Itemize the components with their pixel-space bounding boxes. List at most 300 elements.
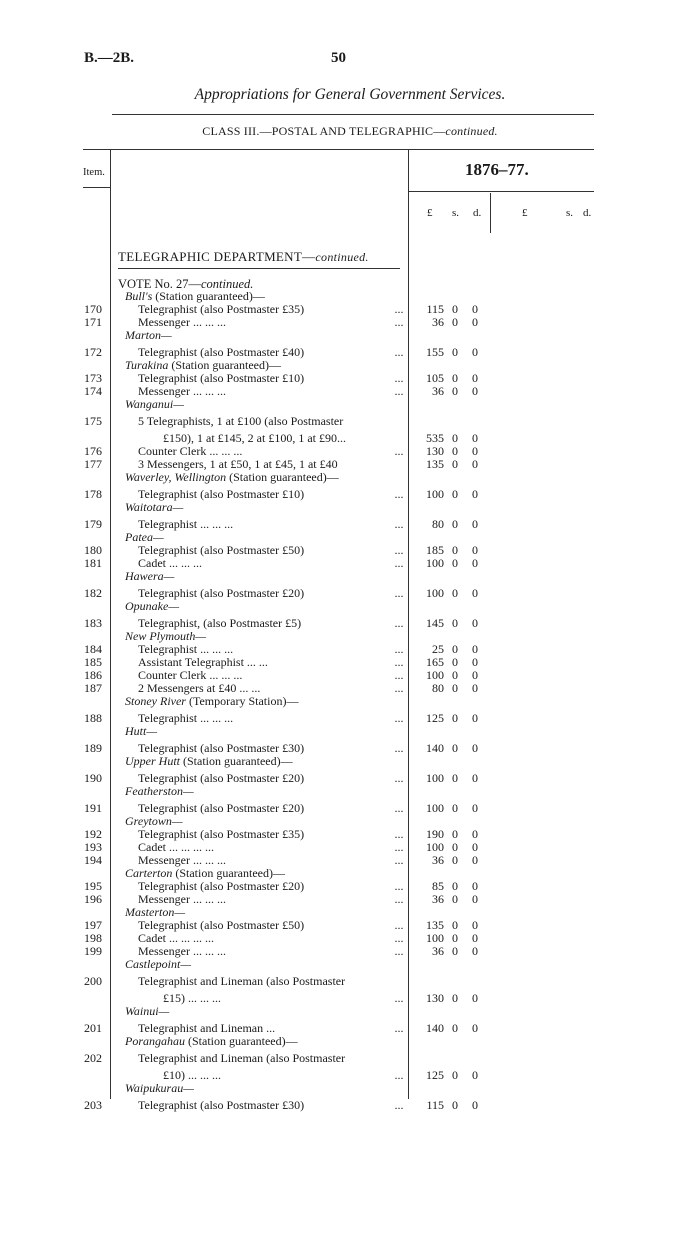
amount-pounds: 100 [426,801,444,815]
station-heading [0,531,700,544]
amount-pence: 0 [472,840,478,854]
station-name-text: Greytown— [125,814,183,828]
amount-pounds: 100 [426,840,444,854]
item-number: 200 [84,974,102,988]
station-name-text: Masterton— [125,905,185,919]
amount-pounds: 85 [432,879,444,893]
station-name [125,471,339,484]
amount-pounds: 115 [426,302,444,316]
table-row [0,841,700,854]
item-number: 184 [84,642,102,656]
table-row [0,1022,700,1035]
table-row [0,1099,700,1112]
leader-dots: ... [394,931,404,945]
table-row [0,992,700,1005]
item-description: Messenger ... ... ... [138,944,226,958]
station-name-text: Carterton [125,866,173,880]
leader-dots: ... [394,771,404,785]
station-name [125,329,172,342]
station-heading [0,600,700,613]
amount-shillings: 0 [452,944,458,958]
station-heading [0,329,700,342]
amount-pence: 0 [472,1098,478,1112]
item-number: 191 [84,801,102,815]
amount-shillings: 0 [452,371,458,385]
pence-header-2: d. [583,207,592,219]
leader-dots: ... [394,892,404,906]
leader-dots: ... [394,302,404,316]
leader-dots: ... [394,642,404,656]
leader-dots: ... [394,668,404,682]
amount-pence: 0 [472,1068,478,1082]
item-description: Telegraphist (also Postmaster £20) [138,771,305,785]
item-description: Telegraphist (also Postmaster £20) [138,879,305,893]
amount-shillings: 0 [452,345,458,359]
station-name-text: Turakina [125,358,169,372]
station-heading [0,1082,700,1095]
amount-pounds: 36 [432,944,444,958]
item-number: 188 [84,711,102,725]
amount-pence: 0 [472,801,478,815]
amount-pence: 0 [472,642,478,656]
item-description: Telegraphist (also Postmaster £10) [138,487,305,501]
item-description: Messenger ... ... ... [138,315,226,329]
item-number: 194 [84,853,102,867]
amount-pounds: 130 [426,991,444,1005]
amount-shillings: 0 [452,431,458,445]
amount-pounds: 125 [426,711,444,725]
amount-pence: 0 [472,668,478,682]
table-row [0,346,700,359]
pounds-header-2: £ [522,207,528,219]
leader-dots: ... [394,991,404,1005]
department-heading-continued: continued. [315,250,369,264]
appropriation-rows [0,290,700,1112]
document-title: Appropriations for General Government Services. [194,86,506,103]
item-description: Telegraphist (also Postmaster £20) [138,801,305,815]
amount-shillings: 0 [452,444,458,458]
item-number: 197 [84,918,102,932]
amount-pounds: 535 [426,431,444,445]
amount-shillings: 0 [452,668,458,682]
item-description: Telegraphist (also Postmaster £10) [138,371,305,385]
item-description: Telegraphist (also Postmaster £30) [138,741,305,755]
item-description: Messenger ... ... ... [138,384,226,398]
table-row [0,1052,700,1065]
leader-dots: ... [394,853,404,867]
station-name [125,600,179,613]
department-rule [118,268,400,269]
amount-pounds: 140 [426,741,444,755]
amount-shillings: 0 [452,681,458,695]
table-row [0,828,700,841]
table-row [0,385,700,398]
amount-shillings: 0 [452,879,458,893]
item-number: 193 [84,840,102,854]
leader-dots: ... [394,586,404,600]
item-number: 182 [84,586,102,600]
item-description: Telegraphist (also Postmaster £50) [138,918,305,932]
amount-shillings: 0 [452,315,458,329]
amount-pounds: 125 [426,1068,444,1082]
class-heading-main: CLASS III.—POSTAL AND TELEGRAPHIC— [202,124,446,138]
amount-pounds: 100 [426,487,444,501]
table-row [0,303,700,316]
amount-pounds: 115 [426,1098,444,1112]
table-row [0,880,700,893]
amount-pence: 0 [472,827,478,841]
station-name-text: Waitotara— [125,500,184,514]
amount-shillings: 0 [452,302,458,316]
station-name-suffix: (Station guaranteed)— [185,1034,298,1048]
amount-shillings: 0 [452,517,458,531]
item-number: 192 [84,827,102,841]
station-name-text: Hawera— [125,569,175,583]
station-name-text: Waverley, Wellington [125,470,227,484]
table-row [0,656,700,669]
leader-dots: ... [394,517,404,531]
table-row [0,802,700,815]
station-heading [0,290,700,303]
table-row [0,772,700,785]
amount-pounds: 36 [432,315,444,329]
table-top-rule [83,149,594,150]
item-description: Cadet ... ... ... [138,556,202,570]
item-description: Telegraphist (also Postmaster £35) [138,302,305,316]
year-column-header: 1876–77. [465,160,529,179]
leader-dots: ... [394,315,404,329]
station-name-text: Opunake— [125,599,179,613]
amount-shillings: 0 [452,771,458,785]
item-number: 170 [84,302,102,316]
amount-pence: 0 [472,741,478,755]
station-heading [0,570,700,583]
department-heading [118,249,369,265]
station-name [125,785,194,798]
table-row [0,1069,700,1082]
table-row [0,445,700,458]
pounds-column-rule [490,193,491,233]
leader-dots: ... [394,655,404,669]
station-name-text: Porangahau [125,1034,185,1048]
class-heading-continued: continued. [445,124,498,138]
amount-pounds: 140 [426,1021,444,1035]
item-description: £150), 1 at £145, 2 at £100, 1 at £90... [163,431,346,445]
amount-shillings: 0 [452,616,458,630]
item-description: Telegraphist and Lineman (also Postmaster [138,1051,346,1065]
leader-dots: ... [394,444,404,458]
table-row [0,617,700,630]
station-heading [0,359,700,372]
station-name [125,1082,194,1095]
item-description: Telegraphist and Lineman (also Postmaster [138,974,346,988]
leader-dots: ... [394,711,404,725]
amount-shillings: 0 [452,918,458,932]
item-description: Telegraphist, (also Postmaster £5) [138,616,302,630]
department-heading-main: TELEGRAPHIC DEPARTMENT— [118,249,316,264]
station-heading [0,755,700,768]
station-name-text: Castlepoint— [125,957,192,971]
year-under-rule [408,191,594,192]
amount-pence: 0 [472,681,478,695]
leader-dots: ... [394,681,404,695]
amount-shillings: 0 [452,642,458,656]
leader-dots: ... [394,1021,404,1035]
table-row [0,518,700,531]
table-row [0,432,700,445]
amount-pence: 0 [472,302,478,316]
item-number: 181 [84,556,102,570]
class-heading [0,124,700,139]
amount-pounds: 100 [426,556,444,570]
amount-shillings: 0 [452,711,458,725]
station-name [125,1035,298,1048]
station-heading [0,630,700,643]
table-row [0,557,700,570]
leader-dots: ... [394,371,404,385]
item-description: Assistant Telegraphist ... ... [138,655,268,669]
amount-pence: 0 [472,616,478,630]
item-number: 176 [84,444,102,458]
item-description: 3 Messengers, 1 at £50, 1 at £45, 1 at £40 [138,457,338,471]
amount-shillings: 0 [452,457,458,471]
amount-pence: 0 [472,944,478,958]
table-row [0,372,700,385]
leader-dots: ... [394,944,404,958]
station-name-suffix: (Station guaranteed)— [180,754,293,768]
amount-pence: 0 [472,655,478,669]
amount-pounds: 80 [432,517,444,531]
item-description: Telegraphist ... ... ... [138,711,234,725]
vote-heading-continued: continued. [200,277,254,291]
station-name-text: Bull's [125,289,153,303]
station-name-text: Hutt— [125,724,158,738]
item-number: 178 [84,487,102,501]
amount-shillings: 0 [452,586,458,600]
item-number: 202 [84,1051,102,1065]
station-heading [0,1035,700,1048]
amount-shillings: 0 [452,741,458,755]
item-description: Telegraphist (also Postmaster £35) [138,827,305,841]
table-row [0,742,700,755]
item-description: Messenger ... ... ... [138,892,226,906]
station-name-suffix: (Station guaranteed)— [172,866,285,880]
leader-dots: ... [394,1068,404,1082]
amount-pence: 0 [472,771,478,785]
station-heading [0,695,700,708]
amount-shillings: 0 [452,556,458,570]
amount-pence: 0 [472,444,478,458]
table-row [0,316,700,329]
station-heading [0,958,700,971]
item-number: 179 [84,517,102,531]
item-description: Telegraphist (also Postmaster £50) [138,543,305,557]
amount-pounds: 36 [432,853,444,867]
item-description: Telegraphist and Lineman ... [138,1021,276,1035]
title-rule [112,114,594,115]
item-number: 174 [84,384,102,398]
item-description: Counter Clerk ... ... ... [138,444,243,458]
station-name-text: New Plymouth— [125,629,206,643]
table-row [0,945,700,958]
table-row [0,544,700,557]
station-name-text: Waipukurau— [125,1081,194,1095]
item-number: 187 [84,681,102,695]
amount-shillings: 0 [452,801,458,815]
item-header-rule [83,187,110,188]
page-number: 50 [331,50,346,66]
leader-dots: ... [394,840,404,854]
item-description: Telegraphist ... ... ... [138,517,234,531]
table-row [0,975,700,988]
item-description: Telegraphist (also Postmaster £40) [138,345,305,359]
amount-pounds: 185 [426,543,444,557]
station-name-text: Patea— [125,530,164,544]
amount-pounds: 80 [432,681,444,695]
item-number: 198 [84,931,102,945]
leader-dots: ... [394,741,404,755]
shillings-header-1: s. [452,207,460,219]
amount-shillings: 0 [452,1068,458,1082]
amount-pence: 0 [472,431,478,445]
station-heading [0,815,700,828]
amount-pounds: 145 [426,616,444,630]
amount-pence: 0 [472,384,478,398]
table-row [0,712,700,725]
amount-shillings: 0 [452,384,458,398]
amount-pounds: 100 [426,931,444,945]
leader-dots: ... [394,616,404,630]
station-name [125,725,157,738]
leader-dots: ... [394,345,404,359]
amount-shillings: 0 [452,543,458,557]
amount-shillings: 0 [452,853,458,867]
amount-pence: 0 [472,517,478,531]
leader-dots: ... [394,384,404,398]
amount-pence: 0 [472,879,478,893]
table-row [0,587,700,600]
item-number: 199 [84,944,102,958]
item-description: £15) ... ... ... [163,991,221,1005]
amount-pounds: 25 [432,642,444,656]
station-name [125,501,183,514]
station-name-suffix: (Station guaranteed)— [168,358,281,372]
table-row [0,643,700,656]
station-name-text: Featherston— [125,784,194,798]
amount-shillings: 0 [452,892,458,906]
amount-pounds: 135 [426,918,444,932]
amount-pence: 0 [472,371,478,385]
station-name [125,755,293,768]
amount-shillings: 0 [452,827,458,841]
leader-dots: ... [394,1098,404,1112]
leader-dots: ... [394,487,404,501]
amount-pence: 0 [472,931,478,945]
pounds-header-1: £ [427,207,433,219]
item-description: Cadet ... ... ... ... [138,840,214,854]
item-number: 177 [84,457,102,471]
item-number: 185 [84,655,102,669]
amount-pence: 0 [472,711,478,725]
leader-dots: ... [394,543,404,557]
item-number: 173 [84,371,102,385]
amount-shillings: 0 [452,487,458,501]
station-heading [0,398,700,411]
station-name [125,1005,169,1018]
station-name [125,958,191,971]
table-row [0,488,700,501]
amount-shillings: 0 [452,1021,458,1035]
item-number: 175 [84,414,102,428]
amount-pence: 0 [472,556,478,570]
station-name-suffix: (Station guaranteed)— [152,289,265,303]
item-column-header: Item. [83,167,105,178]
amount-pence: 0 [472,345,478,359]
item-description: Telegraphist ... ... ... [138,642,234,656]
item-number: 172 [84,345,102,359]
amount-shillings: 0 [452,931,458,945]
amount-pounds: 105 [426,371,444,385]
amount-shillings: 0 [452,991,458,1005]
station-name [125,695,298,708]
amount-pounds: 100 [426,586,444,600]
station-heading [0,501,700,514]
amount-pence: 0 [472,1021,478,1035]
table-row [0,415,700,428]
item-description: Cadet ... ... ... ... [138,931,214,945]
amount-pounds: 36 [432,892,444,906]
item-number: 186 [84,668,102,682]
table-row [0,893,700,906]
item-description: 5 Telegraphists, 1 at £100 (also Postmaster [138,414,344,428]
item-description: Telegraphist (also Postmaster £30) [138,1098,305,1112]
leader-dots: ... [394,879,404,893]
station-name-suffix: (Temporary Station)— [185,694,299,708]
amount-pence: 0 [472,918,478,932]
leader-dots: ... [394,827,404,841]
item-number: 189 [84,741,102,755]
station-name-text: Wanganui— [125,397,184,411]
station-heading [0,1005,700,1018]
table-row [0,919,700,932]
station-name-text: Upper Hutt [125,754,180,768]
item-description: Messenger ... ... ... [138,853,226,867]
item-number: 183 [84,616,102,630]
amount-pounds: 165 [426,655,444,669]
item-number: 180 [84,543,102,557]
item-number: 171 [84,315,102,329]
amount-pounds: 36 [432,384,444,398]
leader-dots: ... [394,556,404,570]
amount-pounds: 130 [426,444,444,458]
station-name-text: Stoney River [125,694,186,708]
amount-pence: 0 [472,315,478,329]
shillings-header-2: s. [566,207,574,219]
table-row [0,932,700,945]
amount-pounds: 190 [426,827,444,841]
paper-reference: B.—2B. [84,50,135,66]
station-name [125,570,174,583]
station-heading [0,471,700,484]
amount-shillings: 0 [452,840,458,854]
item-number: 196 [84,892,102,906]
amount-pounds: 100 [426,771,444,785]
amount-pounds: 135 [426,457,444,471]
pence-header-1: d. [473,207,482,219]
station-name [125,398,184,411]
item-description: Telegraphist (also Postmaster £20) [138,586,305,600]
table-row [0,854,700,867]
